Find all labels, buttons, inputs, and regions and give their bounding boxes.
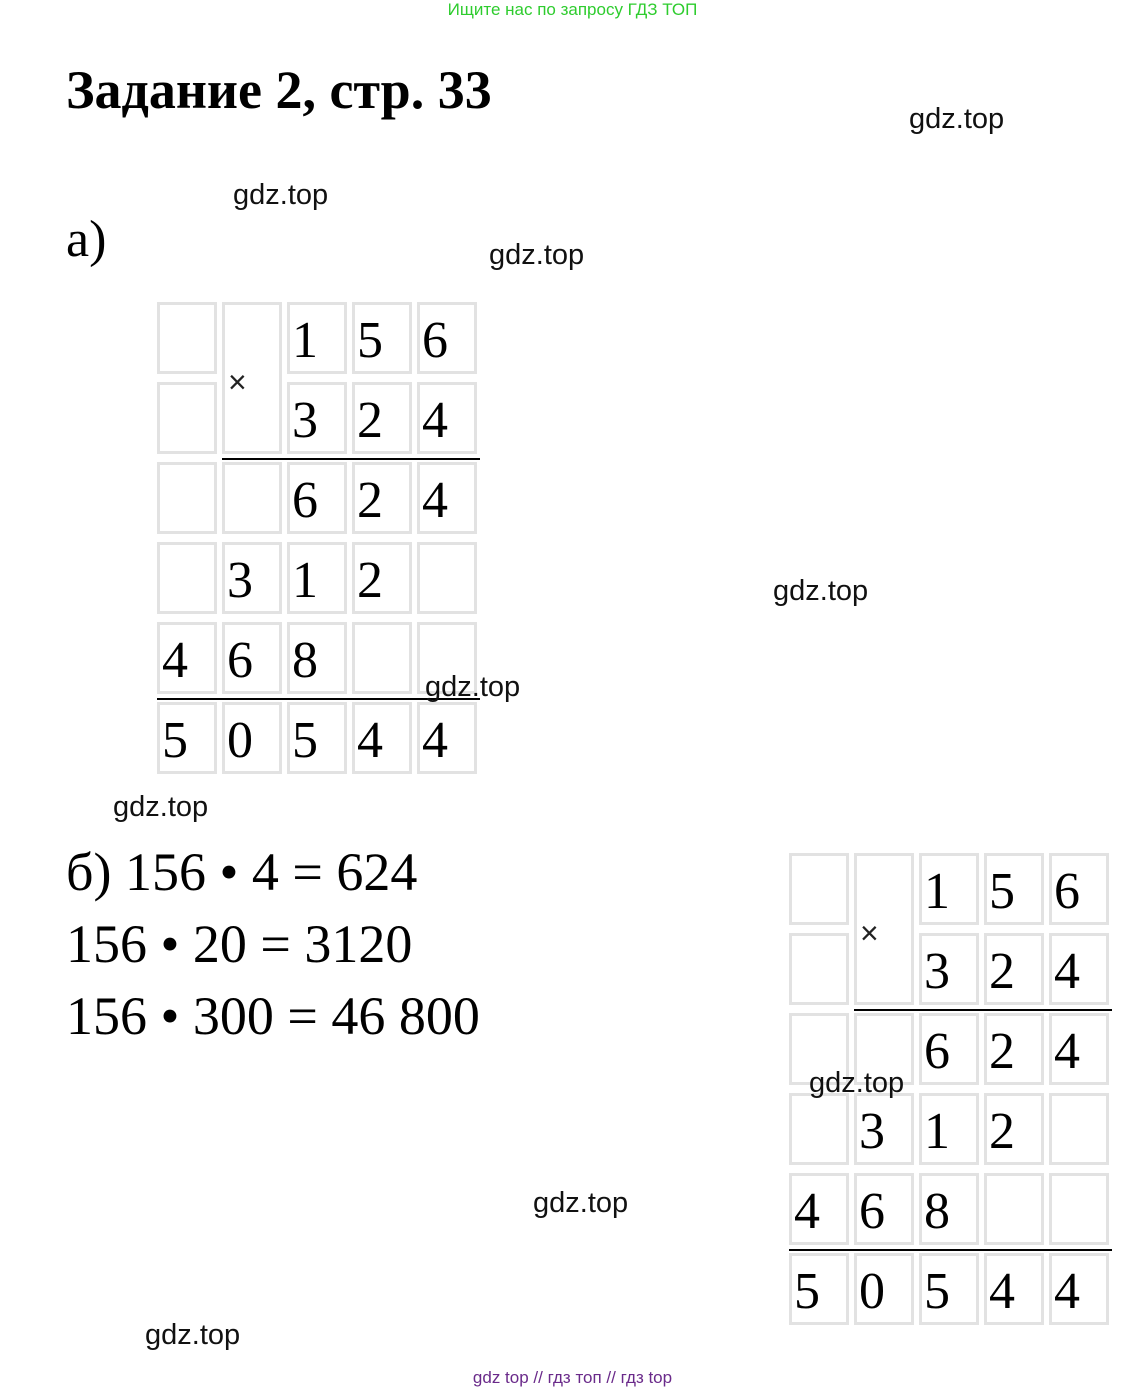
watermark: gdz.top [909,103,1005,135]
grid-cell [1049,1173,1109,1245]
grid-cell: 2 [352,542,412,614]
grid-cell: 4 [352,702,412,774]
product-rule [222,458,480,460]
grid-cell [157,462,217,534]
watermark: gdz.top [533,1187,629,1219]
grid-cell [417,542,477,614]
grid-cell: 3 [854,1093,914,1165]
grid-cell: 5 [789,1253,849,1325]
grid-cell: 8 [287,622,347,694]
grid-cell [157,542,217,614]
grid-cell: 3 [919,933,979,1005]
page-title: Задание 2, стр. 33 [66,60,492,120]
grid-cell: 6 [287,462,347,534]
grid-cell: 2 [984,1093,1044,1165]
equation-line: б) 156 • 4 = 624 [66,842,418,902]
grid-cell: 4 [417,462,477,534]
grid-cell: 1 [287,542,347,614]
grid-cell: 6 [417,302,477,374]
grid-cell [352,622,412,694]
grid-cell: 8 [919,1173,979,1245]
grid-cell: 4 [789,1173,849,1245]
footer-links: gdz top // гдз топ // гдз top [472,1368,673,1387]
grid-cell [222,462,282,534]
grid-cell: 4 [157,622,217,694]
grid-cell: 0 [854,1253,914,1325]
grid-cell [789,853,849,925]
part-a-label: а) [66,211,107,268]
product-rule [854,1009,1112,1011]
grid-cell: 3 [287,382,347,454]
grid-cell: 1 [919,1093,979,1165]
watermark: gdz.top [145,1319,241,1351]
grid-cell: 3 [222,542,282,614]
equation-line: 156 • 300 = 46 800 [66,986,480,1046]
watermark: gdz.top [773,575,869,607]
watermark: gdz.top [233,179,329,211]
grid-cell: 4 [1049,1253,1109,1325]
grid-cell [1049,1093,1109,1165]
multiply-sign: × [228,364,247,400]
sum-rule [789,1249,1112,1251]
grid-cell: 5 [919,1253,979,1325]
watermark: gdz.top [489,239,585,271]
watermark: gdz.top [113,791,209,823]
grid-cell: 5 [157,702,217,774]
grid-cell: 6 [1049,853,1109,925]
grid-cell: 2 [984,933,1044,1005]
watermark: gdz.top [809,1067,905,1099]
grid-cell: 2 [352,382,412,454]
top-banner: Ищите нас по запросу ГДЗ ТОП [447,0,698,19]
grid-cell: 6 [854,1173,914,1245]
grid-cell: 4 [417,382,477,454]
grid-cell [157,302,217,374]
grid-cell: 4 [1049,933,1109,1005]
grid-cell: 6 [222,622,282,694]
grid-cell [789,933,849,1005]
grid-cell [157,382,217,454]
grid-cell: 4 [1049,1013,1109,1085]
equation-line: 156 • 20 = 3120 [66,914,413,974]
grid-cell: 1 [919,853,979,925]
watermark: gdz.top [425,671,521,703]
grid-cell: 1 [287,302,347,374]
grid-cell [789,1093,849,1165]
grid-cell: 5 [984,853,1044,925]
grid-cell: 2 [984,1013,1044,1085]
grid-cell: 4 [417,702,477,774]
grid-cell: 0 [222,702,282,774]
grid-cell [984,1173,1044,1245]
grid-cell: 2 [352,462,412,534]
grid-cell: 5 [352,302,412,374]
multiply-sign: × [860,915,879,951]
grid-cell: 4 [984,1253,1044,1325]
grid-cell: 6 [919,1013,979,1085]
grid-cell: 5 [287,702,347,774]
